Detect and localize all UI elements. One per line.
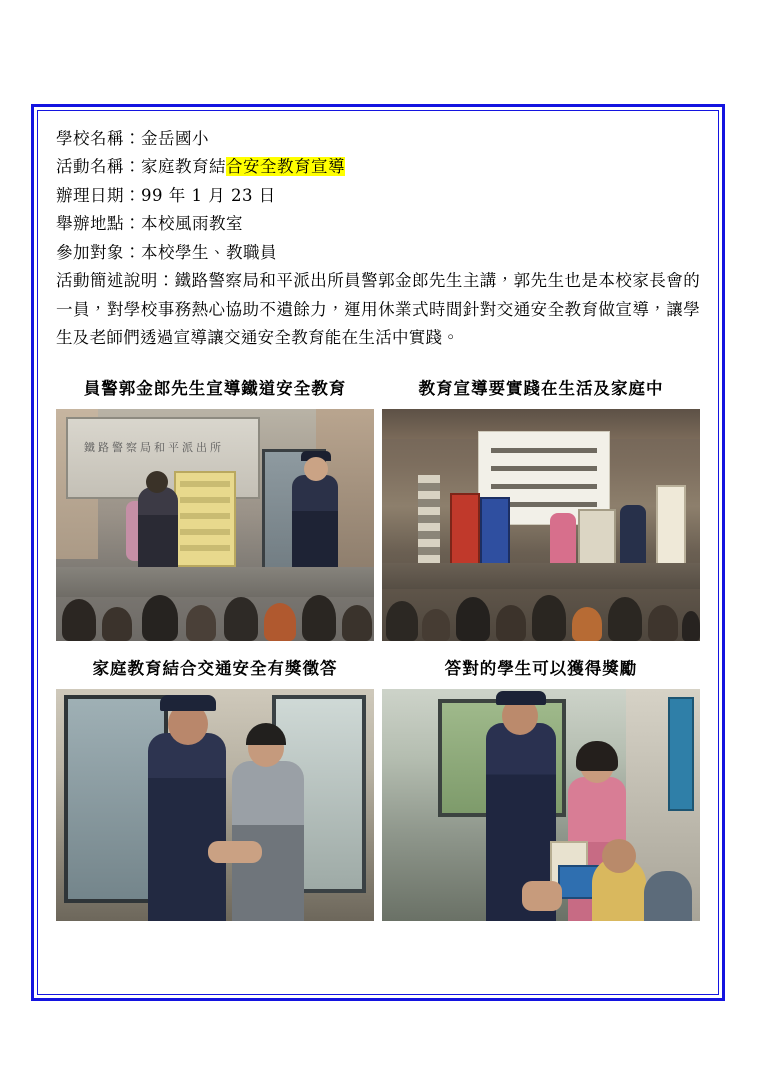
photo-image-2 <box>382 409 700 641</box>
info-line-date <box>56 182 700 210</box>
info-line-school <box>56 125 700 153</box>
photo-image-4 <box>382 689 700 921</box>
info-value-activity-plain: 家庭教育結 <box>141 157 226 177</box>
photo-caption-3: 家庭教育結合交通安全有獎徵答 <box>92 658 338 678</box>
photo2-decor-stripe <box>418 475 440 571</box>
photo4-child-right <box>644 871 692 921</box>
photo3-officer-cap <box>160 695 216 711</box>
info-label-school: 學校名稱： <box>56 129 141 148</box>
photo-cell-2 <box>382 375 700 641</box>
info-line-participants <box>56 239 700 267</box>
info-value-venue: 本校風雨教室 <box>141 214 243 234</box>
info-label-venue: 舉辦地點： <box>56 214 141 234</box>
photo-image-3 <box>56 689 374 921</box>
photo-row-2 <box>56 655 700 921</box>
document-page <box>31 104 725 1001</box>
info-line-activity <box>56 153 700 181</box>
info-value-activity-highlighted: 合安全教育宣導 <box>226 157 345 177</box>
photo2-poster-board <box>578 509 616 569</box>
photo1-audience <box>56 583 374 641</box>
photo3-handing-prize <box>208 841 262 863</box>
photo4-wall-banner <box>668 697 694 811</box>
photo4-child-front-head <box>602 839 636 873</box>
event-info-block <box>56 125 700 353</box>
photo3-police-officer <box>148 733 226 921</box>
document-border-inner <box>37 110 719 995</box>
photo4-raised-hands <box>522 881 562 911</box>
photo-row-1 <box>56 375 700 641</box>
info-label-activity: 活動名稱： <box>56 157 141 177</box>
photo1-screen-text: 鐵路警察局和平派出所 <box>84 440 224 454</box>
photo-cell-1 <box>56 375 374 641</box>
photo-cell-4 <box>382 655 700 921</box>
photo-image-1 <box>56 409 374 641</box>
info-value-school: 金岳國小 <box>141 129 209 148</box>
info-value-participants: 本校學生、教職員 <box>141 242 277 262</box>
info-label-participants: 參加對象： <box>56 242 141 262</box>
photo-caption-2: 教育宣導要實踐在生活及家庭中 <box>418 378 664 398</box>
photo-cell-3 <box>56 655 374 921</box>
photo4-girl-hair <box>576 741 618 771</box>
photo2-audience <box>382 575 700 641</box>
info-line-venue <box>56 210 700 238</box>
photo-grid <box>56 375 700 921</box>
info-value-date: 99 年 1 月 23 日 <box>141 185 276 205</box>
photo1-poster-board <box>174 471 236 567</box>
activity-description: 活動簡述說明：鐵路警察局和平派出所員警郭金郎先生主講，郭先生也是本校家長會的一員，對學校事務熱心協助不遺餘力，運用休業式時間針對交通安全教育做宣導，讓學生及老師們透過宣導讓交通安全教育能在生活中實踐。 <box>56 270 700 348</box>
photo4-officer-cap <box>496 691 546 705</box>
photo-caption-1: 員警郭金郎先生宣導鐵道安全教育 <box>83 378 347 398</box>
photo2-blue-sign <box>480 497 510 573</box>
photo-caption-4: 答對的學生可以獲得獎勵 <box>444 658 638 678</box>
info-label-date: 辦理日期： <box>56 185 141 205</box>
